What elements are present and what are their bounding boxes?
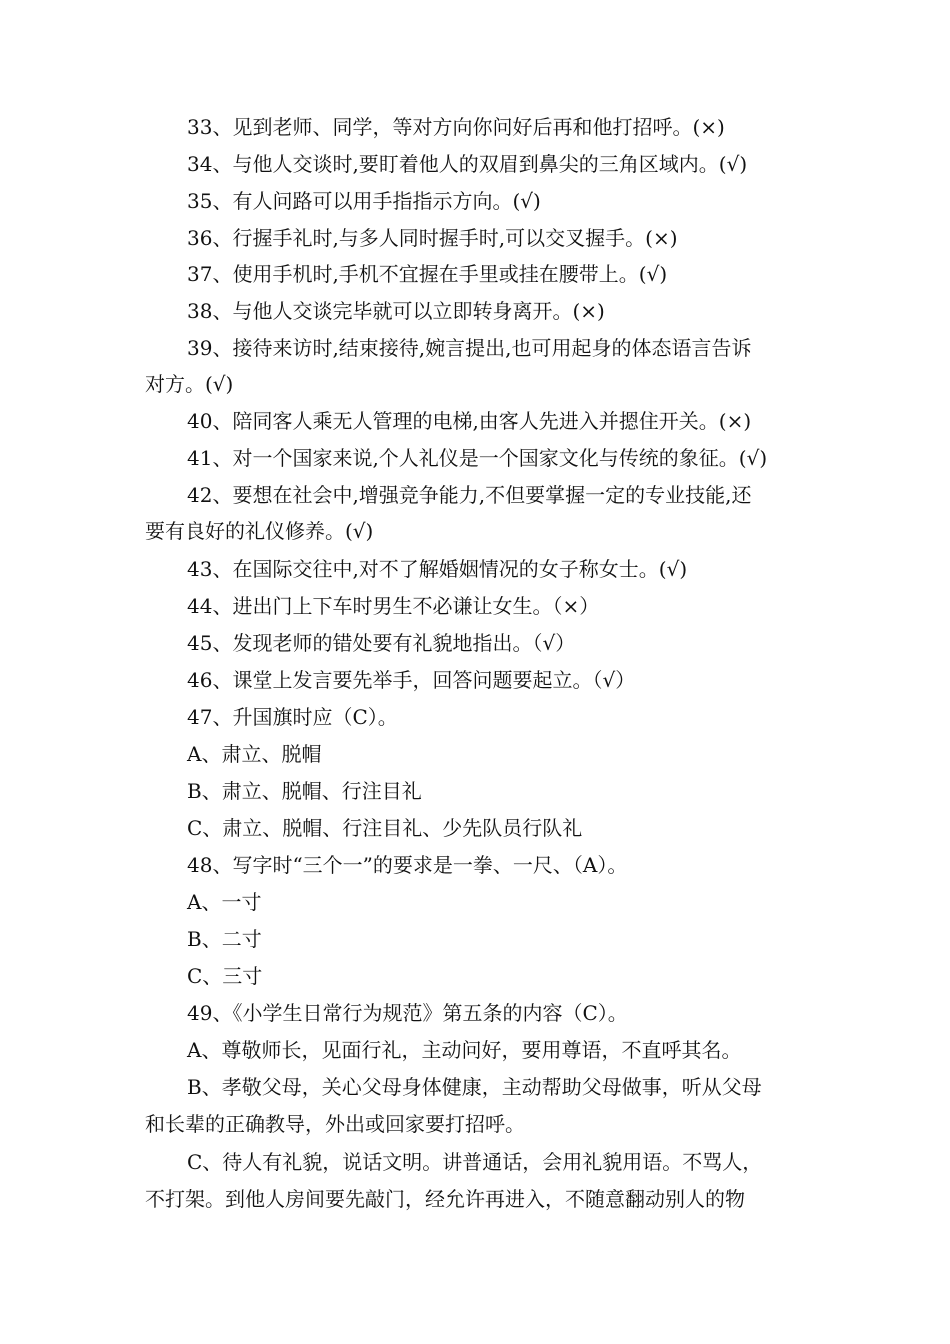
text-line-q47-option-b: B、肃立、脱帽、行注目礼 — [187, 779, 422, 803]
text-line-q39-cont: 对方。(√) — [145, 372, 234, 396]
text-line-q44: 44、进出门上下车时男生不必谦让女生。（×） — [187, 594, 600, 618]
text-line-q42-cont: 要有良好的礼仪修养。(√) — [145, 519, 374, 543]
text-line-q38: 38、与他人交谈完毕就可以立即转身离开。(×) — [187, 299, 605, 323]
text-line-q35: 35、有人问路可以用手指指示方向。(√) — [187, 189, 541, 213]
text-line-q36: 36、行握手礼时,与多人同时握手时,可以交叉握手。(×) — [187, 226, 678, 250]
text-line-q49-option-b-cont: 和长辈的正确教导，外出或回家要打招呼。 — [145, 1112, 525, 1136]
text-line-q47-option-a: A、肃立、脱帽 — [187, 742, 322, 766]
text-line-q42: 42、要想在社会中,增强竞争能力,不但要掌握一定的专业技能,还 — [187, 483, 752, 507]
text-line-q37: 37、使用手机时,手机不宜握在手里或挂在腰带上。(√) — [187, 262, 668, 286]
text-line-q47: 47、升国旗时应（C）。 — [187, 705, 398, 729]
text-line-q46: 46、课堂上发言要先举手，回答问题要起立。（√） — [187, 668, 636, 692]
text-line-q49-option-b: B、孝敬父母，关心父母身体健康，主动帮助父母做事，听从父母 — [187, 1075, 762, 1099]
text-line-q47-option-c: C、肃立、脱帽、行注目礼、少先队员行队礼 — [187, 816, 583, 840]
text-line-q33: 33、见到老师、同学，等对方向你问好后再和他打招呼。(×) — [187, 115, 725, 139]
text-line-q43: 43、在国际交往中,对不了解婚姻情况的女子称女士。(√) — [187, 557, 688, 581]
text-line-q49-option-a: A、尊敬师长，见面行礼，主动问好，要用尊语，不直呼其名。 — [187, 1038, 742, 1062]
text-line-q49: 49、《小学生日常行为规范》第五条的内容（C）。 — [187, 1001, 628, 1025]
text-line-q45: 45、发现老师的错处要有礼貌地指出。（√） — [187, 631, 576, 655]
text-line-q49-option-c: C、待人有礼貌，说话文明。讲普通话，会用礼貌用语。不骂人， — [187, 1150, 763, 1174]
text-line-q48-option-c: C、三寸 — [187, 964, 263, 988]
text-line-q49-option-c-cont: 不打架。到他人房间要先敲门，经允许再进入，不随意翻动别人的物 — [145, 1187, 745, 1211]
text-line-q48-option-b: B、二寸 — [187, 927, 262, 951]
text-line-q41: 41、对一个国家来说,个人礼仪是一个国家文化与传统的象征。(√) — [187, 446, 768, 470]
text-line-q40: 40、陪同客人乘无人管理的电梯,由客人先进入并摁住开关。(×) — [187, 409, 752, 433]
text-line-q48-option-a: A、一寸 — [187, 890, 262, 914]
text-line-q39: 39、接待来访时,结束接待,婉言提出,也可用起身的体态语言告诉 — [187, 336, 752, 360]
text-line-q48: 48、写字时“三个一”的要求是一拳、一尺、（A）。 — [187, 853, 628, 877]
text-line-q34: 34、与他人交谈时,要盯着他人的双眉到鼻尖的三角区域内。(√) — [187, 152, 748, 176]
